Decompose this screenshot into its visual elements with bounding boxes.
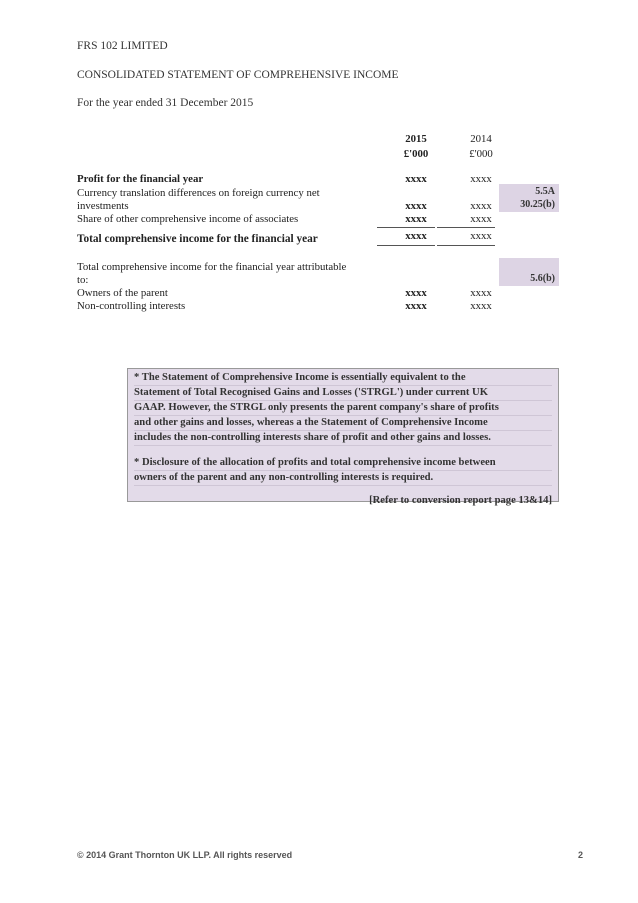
profit-2014: xxxx	[470, 173, 492, 185]
profit-label: Profit for the financial year	[77, 173, 204, 185]
note-reference: [Refer to conversion report page 13&14]	[369, 495, 552, 506]
attributable-label-line1: Total comprehensive income for the financial year attributable	[77, 261, 347, 273]
company-name: FRS 102 LIMITED	[77, 40, 168, 52]
nci-label: Non-controlling interests	[77, 300, 186, 312]
nci-2015: xxxx	[405, 300, 427, 312]
footer-copyright: © 2014 Grant Thornton UK LLP. All rights reserved	[77, 850, 293, 860]
currency-label-line1: Currency translation differences on foreign currency net	[77, 187, 320, 199]
total-rule-2014	[437, 227, 495, 228]
column-header-2014: 2014	[470, 133, 492, 145]
total-label: Total comprehensive income for the financial year	[77, 233, 318, 245]
note-p1-line-1: * The Statement of Comprehensive Income is essentially equivalent to the	[134, 371, 552, 386]
column-unit-2014: £'000	[469, 148, 493, 160]
currency-label-line2: investments	[77, 200, 129, 212]
total-underline-2015	[377, 245, 435, 246]
associates-label: Share of other comprehensive income of associates	[77, 213, 299, 225]
currency-2015: xxxx	[405, 200, 427, 212]
note-p2-line-1: * Disclosure of the allocation of profits and total comprehensive income between	[134, 456, 552, 471]
column-header-2015: 2015	[405, 133, 427, 145]
footer-page-number: 2	[577, 850, 583, 860]
currency-2014: xxxx	[470, 200, 492, 212]
currency-reference-box	[499, 184, 559, 212]
note-p2-line-2: owners of the parent and any non-controlling interests is required.	[134, 471, 552, 486]
total-rule-2015	[377, 227, 435, 228]
profit-2015: xxxx	[405, 173, 427, 185]
total-underline-2014	[437, 245, 495, 246]
total-2015: xxxx	[405, 230, 427, 242]
statement-title: CONSOLIDATED STATEMENT OF COMPREHENSIVE INCOME	[77, 69, 399, 81]
note-p1-line-2: Statement of Total Recognised Gains and Losses ('STRGL') under current UK	[134, 386, 552, 401]
note-p1-line-3: GAAP. However, the STRGL only presents the parent company's share of profits	[134, 401, 552, 416]
note-p1-line-5: includes the non-controlling interests share of profit and other gains and losses.	[134, 431, 552, 446]
associates-2015: xxxx	[405, 213, 427, 225]
attributable-reference-box	[499, 258, 559, 286]
period-text: For the year ended 31 December 2015	[77, 97, 254, 109]
owners-label: Owners of the parent	[77, 287, 168, 299]
currency-reference-2: 30.25(b)	[520, 199, 555, 210]
associates-2014: xxxx	[470, 213, 492, 225]
nci-2014: xxxx	[470, 300, 492, 312]
currency-reference-1: 5.5A	[535, 186, 555, 197]
attributable-reference: 5.6(b)	[530, 273, 555, 284]
owners-2015: xxxx	[405, 287, 427, 299]
owners-2014: xxxx	[470, 287, 492, 299]
column-unit-2015: £'000	[403, 148, 429, 160]
commentary-note-box	[127, 368, 559, 506]
note-paragraph-gap	[134, 446, 552, 456]
note-p1-line-4: and other gains and losses, whereas a the Statement of Comprehensive Income	[134, 416, 552, 431]
attributable-label-line2: to:	[77, 274, 89, 286]
total-2014: xxxx	[470, 230, 492, 242]
